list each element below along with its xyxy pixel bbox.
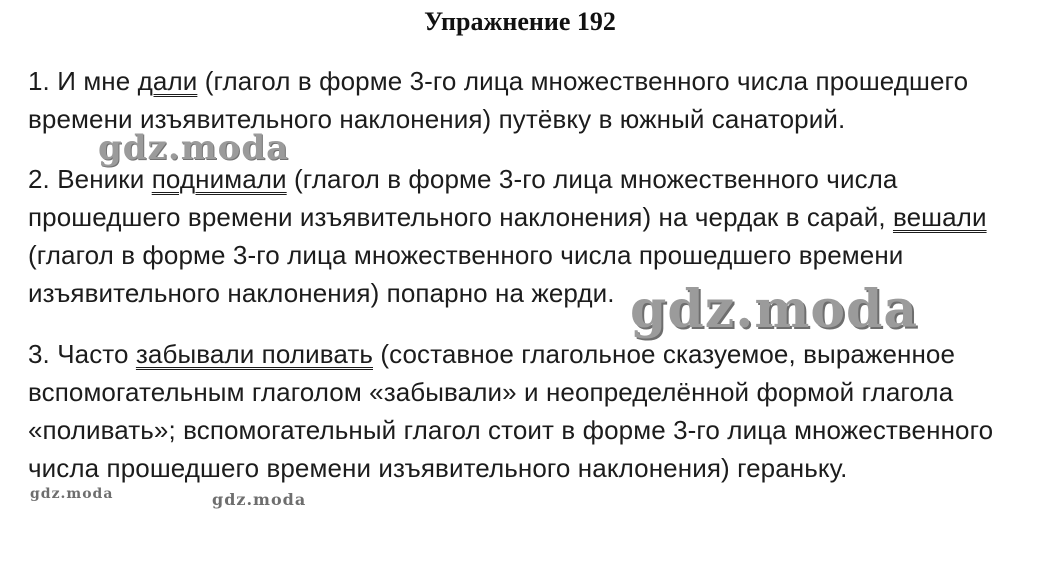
- sentence-1-suffix: (глагол в форме 3-го лица множественного числа прошедшего времени изъявительного наклонения) путёвку в южный санаторий.: [28, 66, 969, 134]
- watermark-logo-small-2: gdz.moda: [212, 490, 307, 509]
- sentence-2-middle: (глагол в форме 3-го лица множественного числа прошедшего времени изъявительного наклонения) на чердак в сарай,: [28, 164, 898, 232]
- exercise-title: Упражнение 192: [424, 7, 616, 36]
- predicate-dali: дали: [137, 66, 198, 96]
- sentence-3-prefix: 3. Часто: [28, 339, 136, 369]
- predicate-podnimali: поднимали: [151, 164, 287, 194]
- sentence-3: [28, 335, 1038, 487]
- watermark-logo-small-1: gdz.moda: [30, 486, 114, 502]
- sentence-1-prefix: 1. И мне: [28, 66, 138, 96]
- sentence-2-suffix: (глагол в форме 3-го лица множественного числа прошедшего времени изъявительного наклонения) попарно на жерди.: [28, 240, 904, 308]
- sentence-3-suffix: (составное глагольное сказуемое, выраженное вспомогательным глаголом «забывали» и неопределённой формой глагола «поливать»; вспомогательный глагол стоит в форме 3-го лица множественного числа прошедшего времени изъявительного наклонения) гераньку.: [28, 339, 994, 483]
- predicate-zabyvali-polivat: забывали поливать: [135, 339, 373, 369]
- predicate-veshali: вешали: [892, 202, 987, 232]
- sentence-2-prefix: 2. Веники: [28, 164, 152, 194]
- sentence-1: [28, 62, 1038, 138]
- watermark-logo-2: gdz.moda: [630, 279, 919, 340]
- watermark-logo-1: gdz.moda: [98, 128, 290, 168]
